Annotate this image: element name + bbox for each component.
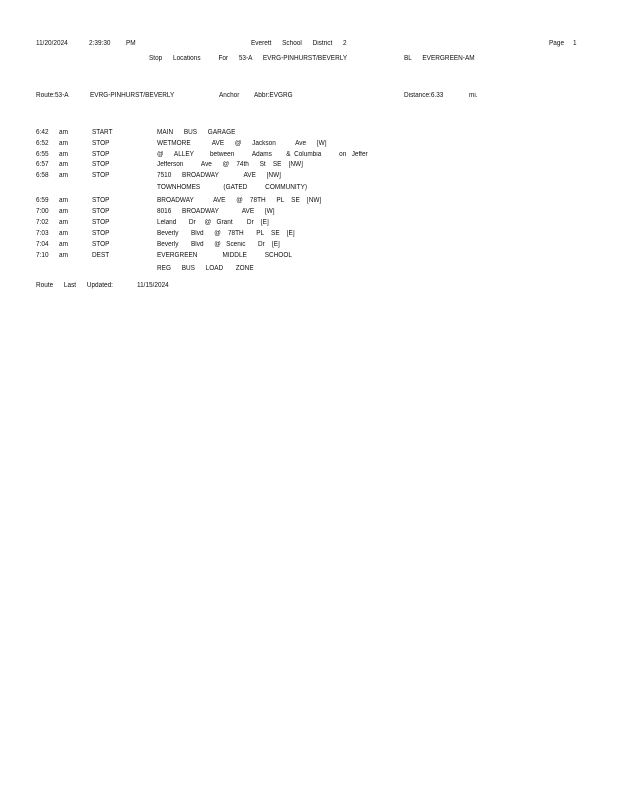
page-label: Page xyxy=(549,40,565,47)
stop-row xyxy=(0,139,618,149)
route-abbr: Abbr:EVGRG xyxy=(254,92,293,99)
stop-row-continuation xyxy=(0,264,618,274)
route-id: Route:53-A xyxy=(36,92,69,99)
stop-time: 6:52 xyxy=(36,140,49,147)
last-updated-label: Route Last Updated: xyxy=(36,282,113,289)
stop-location: MAIN BUS GARAGE xyxy=(157,129,236,136)
district-name: Everett School District 2 xyxy=(251,40,347,47)
stop-time: 6:58 xyxy=(36,172,49,179)
stop-time: 6:42 xyxy=(36,129,49,136)
stop-type: STOP xyxy=(92,140,110,147)
stop-location: Leland Dr @ Grant Dr [E] xyxy=(157,219,269,226)
stop-time: 7:10 xyxy=(36,252,49,259)
bell-label: BL EVERGREEN-AM xyxy=(404,55,475,62)
report-time: 2:39:30 xyxy=(89,40,111,47)
stop-ampm: am xyxy=(59,230,68,237)
stop-row xyxy=(0,229,618,239)
stop-row xyxy=(0,251,618,261)
stop-type: STOP xyxy=(92,197,110,204)
route-name: EVRG-PINHURST/BEVERLY xyxy=(90,92,175,99)
route-distance: Distance:6.33 xyxy=(404,92,444,99)
page-number: 1 xyxy=(573,40,577,47)
anchor-label: Anchor xyxy=(219,92,240,99)
stop-location: 8016 BROADWAY AVE [W] xyxy=(157,208,275,215)
stop-row xyxy=(0,196,618,206)
stop-ampm: am xyxy=(59,172,68,179)
stop-location: Jefferson Ave @ 74th St SE [NW] xyxy=(157,161,303,168)
stop-ampm: am xyxy=(59,161,68,168)
stop-time: 7:04 xyxy=(36,241,49,248)
stop-time: 7:00 xyxy=(36,208,49,215)
distance-unit: mi. xyxy=(469,92,478,99)
stop-type: STOP xyxy=(92,161,110,168)
stop-type: STOP xyxy=(92,172,110,179)
stop-location: WETMORE AVE @ Jackson Ave [W] xyxy=(157,140,327,147)
stop-time: 7:02 xyxy=(36,219,49,226)
last-updated-date: 11/15/2024 xyxy=(137,282,169,289)
stop-row-continuation xyxy=(0,183,618,193)
stop-row xyxy=(0,128,618,138)
stop-type: STOP xyxy=(92,219,110,226)
stop-time: 7:03 xyxy=(36,230,49,237)
stop-time: 6:57 xyxy=(36,161,49,168)
stop-location: 7510 BROADWAY AVE [NW] xyxy=(157,172,281,179)
stop-type: STOP xyxy=(92,230,110,237)
report-subtitle: Stop Locations For 53-A EVRG-PINHURST/BEVERLY xyxy=(149,55,348,62)
stop-row xyxy=(0,218,618,228)
stop-row xyxy=(0,171,618,181)
stop-ampm: am xyxy=(59,140,68,147)
stop-time: 6:55 xyxy=(36,151,49,158)
stop-type: STOP xyxy=(92,241,110,248)
stop-time: 6:59 xyxy=(36,197,49,204)
report-date: 11/20/2024 xyxy=(36,40,68,47)
stop-location: REG BUS LOAD ZONE xyxy=(157,265,254,272)
stop-ampm: am xyxy=(59,241,68,248)
stop-type: STOP xyxy=(92,208,110,215)
stop-row xyxy=(0,207,618,217)
stop-ampm: am xyxy=(59,219,68,226)
stop-location: Beverly Blvd @ 78TH PL SE [E] xyxy=(157,230,295,237)
stop-ampm: am xyxy=(59,151,68,158)
stop-row xyxy=(0,150,618,160)
stop-row xyxy=(0,240,618,250)
stop-type: STOP xyxy=(92,151,110,158)
stop-ampm: am xyxy=(59,208,68,215)
stop-location: BROADWAY AVE @ 78TH PL SE [NW] xyxy=(157,197,322,204)
stop-ampm: am xyxy=(59,129,68,136)
stop-location: EVERGREEN MIDDLE SCHOOL xyxy=(157,252,292,259)
stop-ampm: am xyxy=(59,252,68,259)
stop-location: TOWNHOMES (GATED COMMUNITY) xyxy=(157,184,308,191)
stop-ampm: am xyxy=(59,197,68,204)
stop-location: Beverly Blvd @ Scenic Dr [E] xyxy=(157,241,280,248)
report-ampm: PM xyxy=(126,40,136,47)
stop-row xyxy=(0,160,618,170)
stop-type: START xyxy=(92,129,113,136)
stop-location: @ ALLEY between Adams & Columbia on Jeffer xyxy=(157,151,368,158)
stop-type: DEST xyxy=(92,252,110,259)
